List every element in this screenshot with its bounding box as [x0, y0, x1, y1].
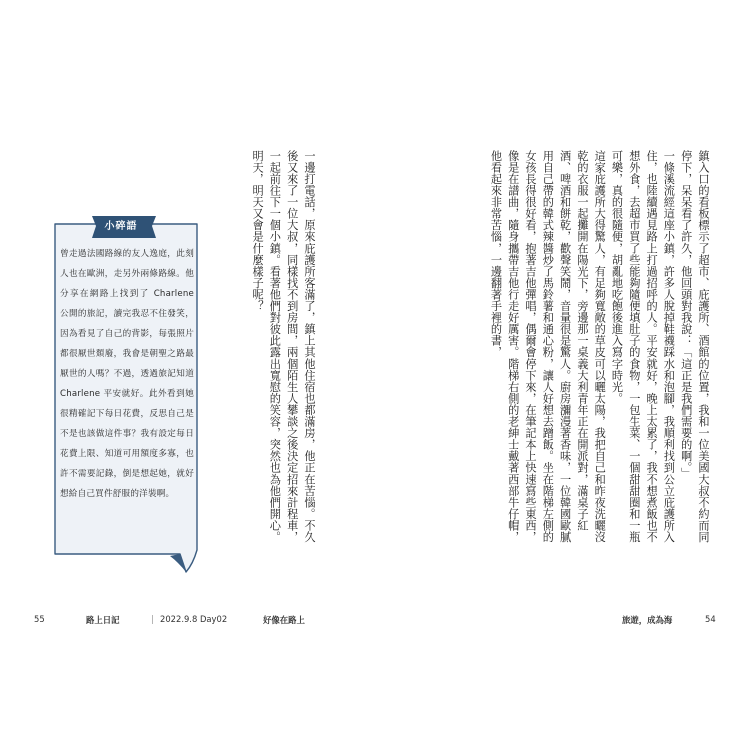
right-paragraph-2: 一條溪流經這座小鎮，許多人脫掉鞋襪踩水和泡腳，我順利找到公立庇護所入住，也陸續遇見路上打過招呼的人。平安就好，晚上太累了，我不想煮飯也不想外食，去超市買了些能夠隨便填肚子的食物，一包生菜、一個甜甜圈和一瓶可樂，真的很隨便，胡亂地吃飽後進入寫字時光。 — [610, 150, 676, 543]
footer-left-chapter: 好像在路上 — [263, 615, 305, 625]
footer-separator: | — [151, 614, 154, 624]
right-paragraph-1: 鎮入口的看板標示了超市、庇護所、酒館的位置，我和一位美國大叔不約而同停下，呆呆看了許久，他回頭對我說：「這正是我們需要的啊。」 — [679, 150, 710, 543]
right-paragraph-3: 這家庇護所大得驚人，有足夠寬敞的草皮可以曬太陽，我把自己和昨夜洗曬沒乾的衣服一起攤開在陽光下，旁邊那一桌義大利青年正在開派對，滿桌子紅酒、啤酒和餅乾，歡聲笑鬧，音量很是驚人。廚房瀰漫著香味，一位韓國歐膩用自己帶的韓式辣醬炒了馬鈴薯和通心粉，讓人好想去蹭飯。坐在階梯左側的女孩長得很好看，抱著吉他彈唱，偶爾會停下來，在筆記本上快速寫些東西，像是在譜曲，隨身攜帶吉他行走好厲害。階梯右側的老紳士戴著西部牛仔帽，他看起來非常苦惱，一邊翻著手裡的書， — [489, 150, 607, 543]
left-paragraph-1: 一邊打電話，原來庇護所客滿了，鎮上其他住宿也都滿房，他正在苦惱。不久後又來了一位大叔，同樣找不到房間，兩個陌生人攀談之後決定招來計程車，一起前往下一個小鎮。看著他們對彼此露出寬慰的笑容，突然也為他們開心。 — [268, 150, 316, 543]
sidebar-note-card — [52, 216, 200, 574]
left-page-number: 55 — [34, 614, 45, 624]
sidebar-tag: 小碎語 — [104, 221, 138, 232]
sidebar-body: 曾走過法國路線的友人逸庭，此刻人也在歐洲，走另外兩條路線。他分享在網路上找到了 Charlene 公開的旅記，讀完我忍不住發笑，因為看見了自己的背影，每張照片都很厭世頹廢，我會是朝聖之路最厭世的人嗎？不過，透過旅記知道 Charlene 平安就好。此外看到她很精確記下每日花費，反思自己是不是也該做這件事？我有設定每日花費上限、知道可用額度多寡，也許不需要記錄，倒是想起她，就好想給自己買件舒服的洋裝啊。 — [60, 249, 194, 499]
footer-right-chapter: 旅遊，成為海 — [622, 615, 673, 625]
right-page-body — [452, 150, 712, 545]
right-page-number: 54 — [705, 614, 716, 624]
left-page-body — [228, 150, 318, 545]
footer-date: 2022.9.8 Day02 — [160, 614, 228, 624]
left-paragraph-2: 明天，明天又會是什麼樣子呢？ — [251, 150, 265, 312]
footer-book-title: 路上日記 — [86, 615, 120, 625]
